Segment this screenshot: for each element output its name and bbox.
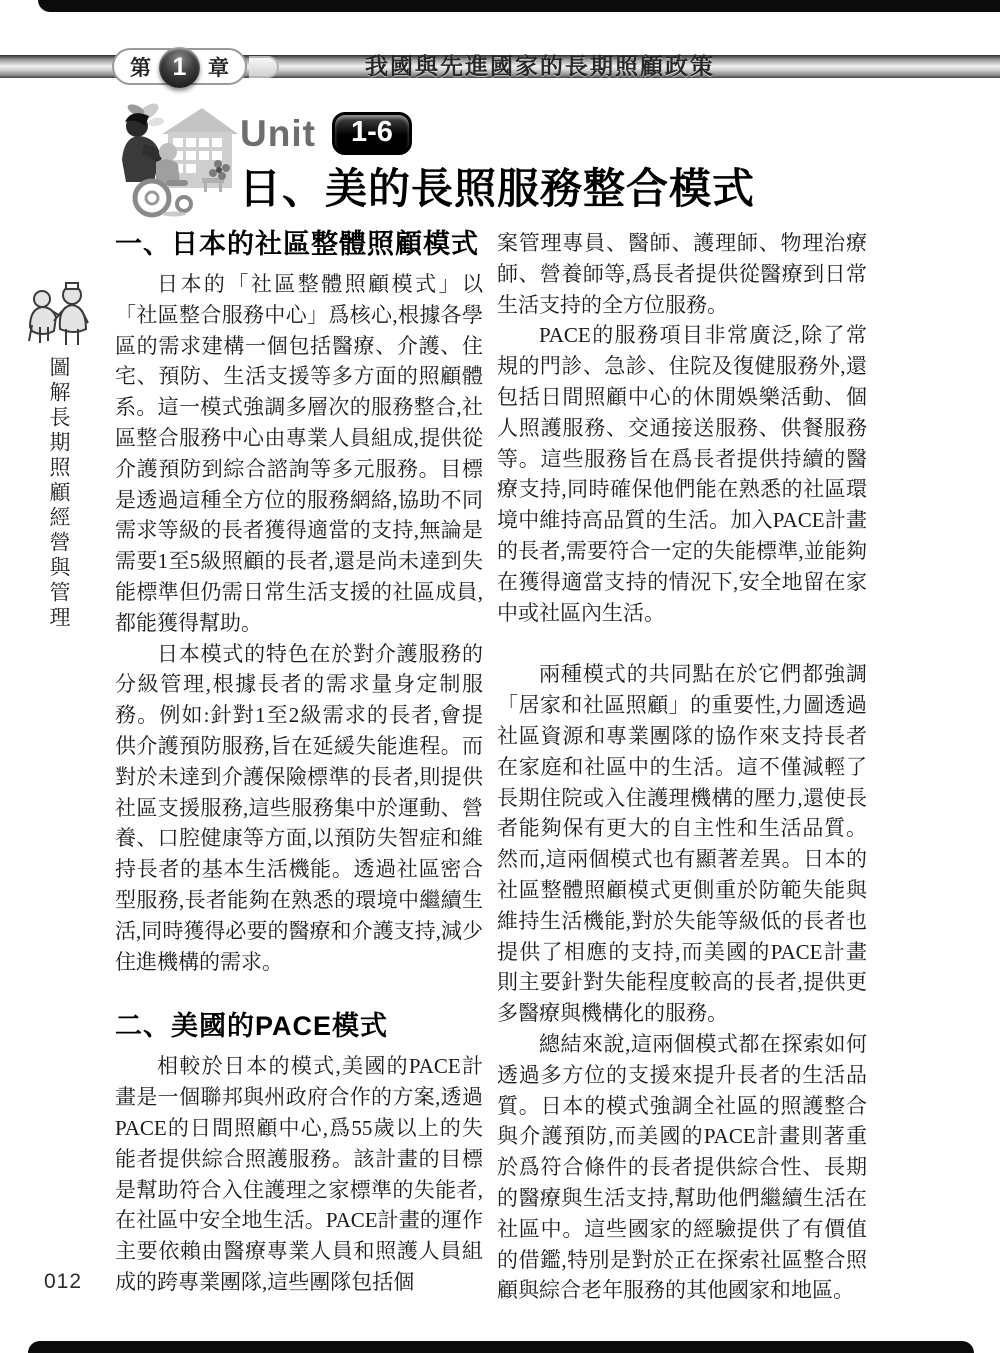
page-frame-top-band: [38, 0, 1000, 12]
page-frame-bottom-band: [28, 1341, 974, 1353]
chapter-prefix-label: 第: [130, 56, 151, 80]
paragraph: PACE的服務項目非常廣泛,除了常規的門診、急診、住院及復健服務外,還包括日間照顧中心的休閒娛樂活動、個人照護服務、交通接送服務、供餐服務等。這些服務旨在爲長者提供持續的醫療支持,同時確保他們能在熟悉的社區環境中維持高品質的生活。加入PACE計畫的長者,需要符合一定的失能標準,並能夠在獲得適當支持的情況下,安全地留在家中或社區內生活。: [497, 323, 867, 625]
chapter-title: 我國與先進國家的長期照顧政策: [365, 53, 715, 79]
chapter-suffix-label: 章: [208, 56, 229, 80]
page-number: 012: [44, 1270, 83, 1293]
paragraph: 兩種模式的共同點在於它們都強調「居家和社區照顧」的重要性,力圖透過社區資源和專業團隊的協作來支持長者在家庭和社區中的生活。這不僅減輕了長期住院或入住護理機構的壓力,還使長者能夠保有更大的自主性和生活品質。然而,這兩個模式也有顯著差異。日本的社區整體照顧模式更側重於防範失能與維持生活機能,對於失能等級低的長者也提供了相應的支持,而美國的PACE計畫則主要針對失能程度較高的長者,提供更多醫療與機構化的服務。: [497, 662, 867, 1026]
paragraph: 總結來說,這兩個模式都在探索如何透過多方位的支援來提升長者的生活品質。日本的模式強調全社區的照護整合與介護預防,而美國的PACE計畫則著重於爲符合條件的長者提供綜合性、長期的醫療與生活支持,幫助他們繼續生活在社區中。這些國家的經驗提供了有價值的借鑑,特別是對於正在探索社區整合照顧與綜合老年服務的其他國家和地區。: [497, 1031, 867, 1303]
section-heading-usa-pace: 二、美國的PACE模式: [115, 1011, 389, 1042]
paragraph: 相較於日本的模式,美國的PACE計畫是一個聯邦與州政府合作的方案,透過PACE的日間照顧中心,爲55歲以上的失能者提供綜合照護服務。該計畫的目標是幫助符合入住護理之家標準的失能者,在社區中安全地生活。PACE計畫的運作主要依賴由醫療專業人員和照護人員組成的跨專業團隊,這些團隊包括個: [115, 1054, 483, 1294]
paragraph-continued: 案管理專員、醫師、護理師、物理治療師、營養師等,爲長者提供從醫療到日常生活支持的全方位服務。: [497, 231, 867, 317]
unit-number-badge: 1-6: [332, 112, 412, 155]
chapter-number: 1: [172, 53, 187, 81]
left-text-column: [115, 228, 483, 1298]
unit-label: Unit: [240, 112, 316, 154]
paragraph: 日本模式的特色在於對介護服務的分級管理,根據長者的需求量身定制服務。例如:針對1至2級需求的長者,會提供介護預防服務,旨在延緩失能進程。而對於未達到介護保險標準的長者,則提供社區支援服務,這些服務集中於運動、營養、口腔健康等方面,以預防失智症和維持長者的基本生活機能。透過社區密合型服務,長者能夠在熟悉的環境中繼續生活,同時獲得必要的醫療和介護支持,減少住進機構的需求。: [115, 641, 483, 974]
paragraph: 日本的「社區整體照顧模式」以「社區整合服務中心」爲核心,根據各學區的需求建構一個包括醫療、介護、住宅、預防、生活支援等多方面的照顧體系。這一模式強調多層次的服務整合,社區整合服務中心由專業人員組成,提供從介護預防到綜合諮詢等多元服務。目標是透過這種全方位的服務網絡,協助不同需求等級的長者獲得適當的支持,無論是需要1至5級照顧的長者,還是尚未達到失能標準但仍需日常生活支援的社區成員,都能獲得幫助。: [115, 272, 483, 635]
unit-title: 日、美的長照服務整合模式: [239, 165, 756, 212]
caregiver-wheelchair-house-illustration: [110, 100, 238, 218]
section-heading-japan: 一、日本的社區整體照顧模式: [115, 229, 479, 259]
chapter-number-badge: [159, 47, 200, 88]
chapter-header-bar: [0, 53, 1000, 81]
chapter-badge-tail: [249, 56, 279, 78]
nurse-helping-elderly-icon: [24, 281, 92, 351]
right-text-column: [497, 228, 867, 1306]
chapter-badge: [112, 48, 247, 85]
book-series-vertical-title: 圖解長期照顧經營與管理: [47, 356, 71, 631]
unit-heading-row: [240, 112, 412, 155]
